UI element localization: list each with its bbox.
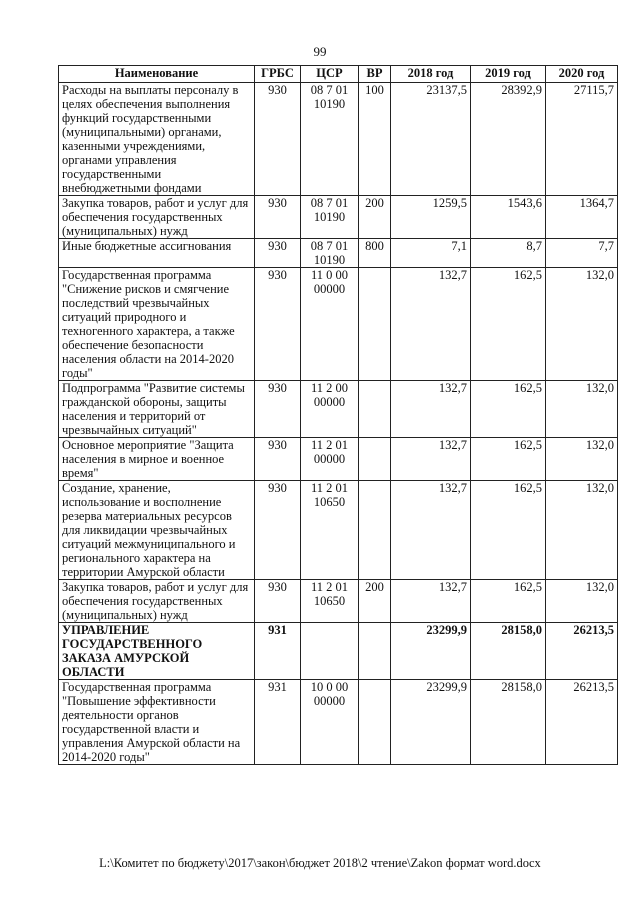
cell-2018: 23137,5 [391, 83, 471, 196]
cell-2018: 132,7 [391, 580, 471, 623]
cell-csr: 11 2 01 00000 [301, 438, 359, 481]
cell-2018: 132,7 [391, 268, 471, 381]
cell-name: Государственная программа "Снижение рисков и смягчение последствий чрезвычайных ситуаций природного и техногенного характера, а также обеспечение безопасности населения области на 2014-2020 годы" [59, 268, 255, 381]
cell-grbs: 930 [255, 438, 301, 481]
cell-grbs: 930 [255, 196, 301, 239]
column-header-csr: ЦСР [301, 66, 359, 83]
budget-table [58, 65, 618, 765]
cell-2019: 1543,6 [471, 196, 546, 239]
cell-name: Закупка товаров, работ и услуг для обеспечения государственных (муниципальных) нужд [59, 196, 255, 239]
cell-vr: 200 [359, 196, 391, 239]
cell-2018: 7,1 [391, 239, 471, 268]
table-row [59, 580, 618, 623]
table-row [59, 438, 618, 481]
cell-2019: 162,5 [471, 438, 546, 481]
cell-2018: 1259,5 [391, 196, 471, 239]
cell-2020: 7,7 [546, 239, 618, 268]
cell-csr: 11 2 01 10650 [301, 481, 359, 580]
cell-2020: 26213,5 [546, 623, 618, 680]
page-number: 99 [313, 44, 327, 59]
column-header-2020: 2020 год [546, 66, 618, 83]
cell-2019: 8,7 [471, 239, 546, 268]
cell-2020: 132,0 [546, 580, 618, 623]
cell-2020: 27115,7 [546, 83, 618, 196]
cell-2020: 132,0 [546, 481, 618, 580]
cell-2019: 162,5 [471, 268, 546, 381]
cell-2018: 132,7 [391, 481, 471, 580]
cell-grbs: 931 [255, 680, 301, 765]
table-row [59, 381, 618, 438]
cell-grbs: 930 [255, 481, 301, 580]
cell-vr: 200 [359, 580, 391, 623]
cell-name: УПРАВЛЕНИЕ ГОСУДАРСТВЕННОГО ЗАКАЗА АМУРСКОЙ ОБЛАСТИ [59, 623, 255, 680]
cell-grbs: 930 [255, 83, 301, 196]
cell-name: Подпрограмма "Развитие системы гражданской обороны, защиты населения и территорий от чрезвычайных ситуаций" [59, 381, 255, 438]
cell-2020: 132,0 [546, 381, 618, 438]
cell-2019: 28158,0 [471, 680, 546, 765]
cell-vr [359, 268, 391, 381]
cell-name: Иные бюджетные ассигнования [59, 239, 255, 268]
table-row [59, 83, 618, 196]
cell-grbs: 930 [255, 580, 301, 623]
cell-grbs: 930 [255, 381, 301, 438]
cell-2020: 1364,7 [546, 196, 618, 239]
cell-2018: 23299,9 [391, 680, 471, 765]
cell-csr [301, 623, 359, 680]
cell-vr [359, 481, 391, 580]
column-header-name: Наименование [59, 66, 255, 83]
cell-2018: 132,7 [391, 381, 471, 438]
cell-vr [359, 623, 391, 680]
column-header-grbs: ГРБС [255, 66, 301, 83]
cell-csr: 08 7 01 10190 [301, 83, 359, 196]
cell-2019: 162,5 [471, 381, 546, 438]
cell-csr: 10 0 00 00000 [301, 680, 359, 765]
table-row [59, 680, 618, 765]
cell-grbs: 930 [255, 268, 301, 381]
cell-vr: 800 [359, 239, 391, 268]
cell-name: Создание, хранение, использование и восполнение резерва материальных ресурсов для ликвидации чрезвычайных ситуаций межмуниципального и регионального характера на территории Амурской области [59, 481, 255, 580]
table-header-row [59, 66, 618, 83]
cell-csr: 08 7 01 10190 [301, 196, 359, 239]
cell-2019: 28158,0 [471, 623, 546, 680]
cell-csr: 11 0 00 00000 [301, 268, 359, 381]
table-row [59, 239, 618, 268]
cell-2018: 23299,9 [391, 623, 471, 680]
cell-vr [359, 438, 391, 481]
cell-grbs: 930 [255, 239, 301, 268]
cell-vr [359, 680, 391, 765]
cell-2018: 132,7 [391, 438, 471, 481]
cell-name: Закупка товаров, работ и услуг для обеспечения государственных (муниципальных) нужд [59, 580, 255, 623]
table-row [59, 268, 618, 381]
cell-vr: 100 [359, 83, 391, 196]
cell-2019: 162,5 [471, 481, 546, 580]
cell-2019: 28392,9 [471, 83, 546, 196]
cell-grbs: 931 [255, 623, 301, 680]
column-header-2019: 2019 год [471, 66, 546, 83]
cell-name: Расходы на выплаты персоналу в целях обеспечения выполнения функций государственными (муниципальными) органами, казенными учреждениями, органами управления государственными внебюджетными фондами [59, 83, 255, 196]
cell-2020: 26213,5 [546, 680, 618, 765]
table-row [59, 481, 618, 580]
cell-2019: 162,5 [471, 580, 546, 623]
column-header-vr: ВР [359, 66, 391, 83]
cell-name: Государственная программа "Повышение эффективности деятельности органов государственной власти и управления Амурской области на 2014-2020 годы" [59, 680, 255, 765]
cell-csr: 11 2 00 00000 [301, 381, 359, 438]
cell-csr: 08 7 01 10190 [301, 239, 359, 268]
cell-csr: 11 2 01 10650 [301, 580, 359, 623]
cell-2020: 132,0 [546, 438, 618, 481]
table-row [59, 196, 618, 239]
cell-name: Основное мероприятие "Защита населения в мирное и военное время" [59, 438, 255, 481]
table-row [59, 623, 618, 680]
footer-file-path: L:\Комитет по бюджету\2017\закон\бюджет 2018\2 чтение\Zakon формат word.docx [99, 856, 541, 870]
cell-vr [359, 381, 391, 438]
cell-2020: 132,0 [546, 268, 618, 381]
column-header-2018: 2018 год [391, 66, 471, 83]
table-body [59, 83, 618, 765]
